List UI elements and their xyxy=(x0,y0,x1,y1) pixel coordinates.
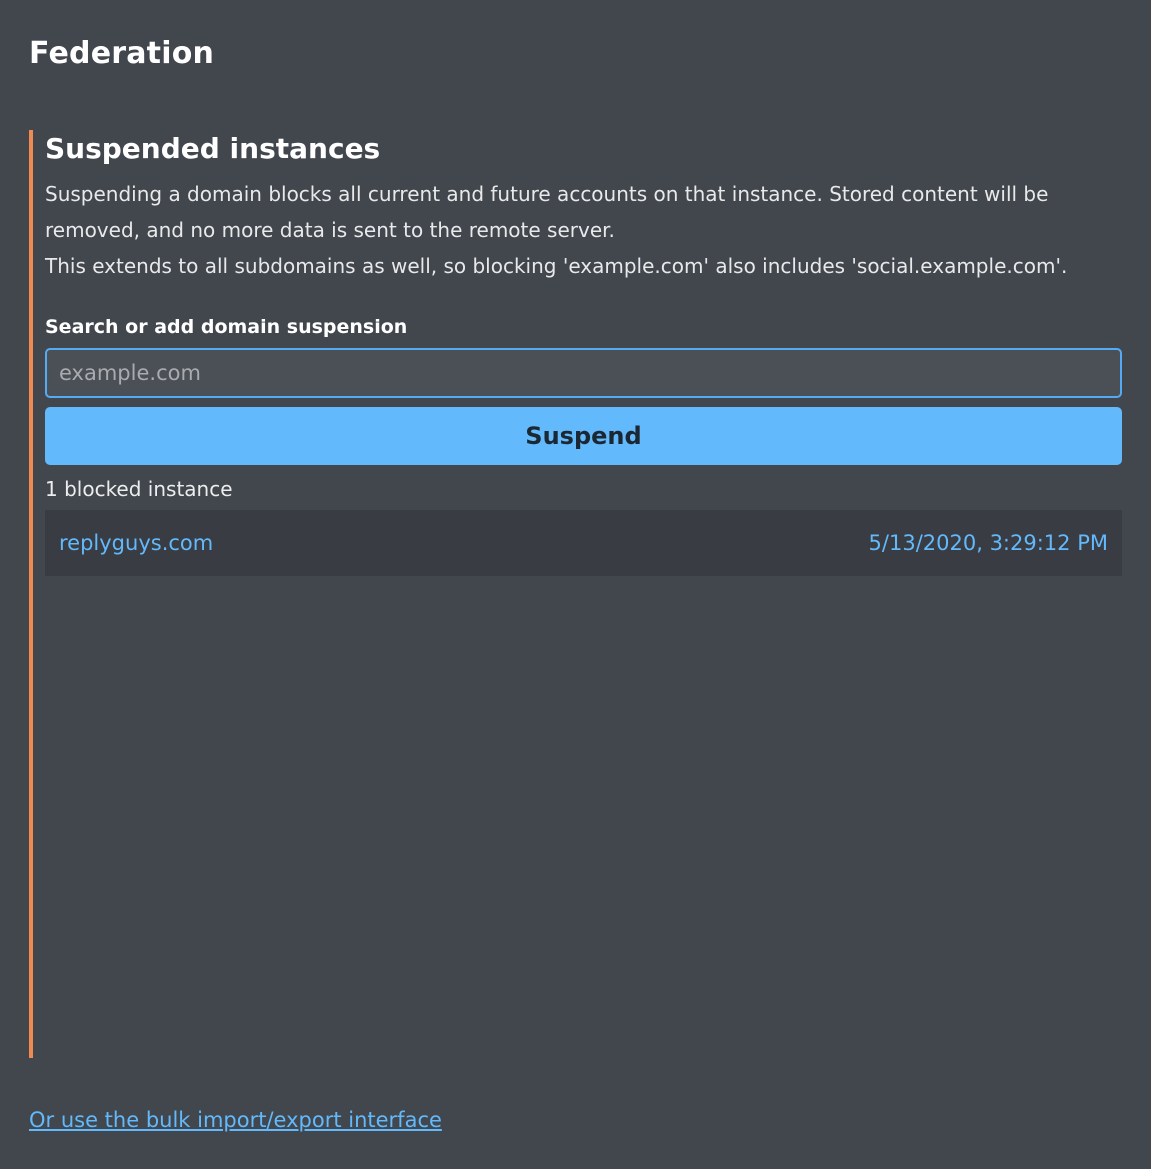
section-description-line1: Suspending a domain blocks all current and future accounts on that instance. Stored content will be removed, and no more data is sent to the remote server. xyxy=(45,182,1049,242)
table-row[interactable] xyxy=(45,510,1122,576)
page-title: Federation xyxy=(29,36,215,71)
section-description xyxy=(45,176,1115,284)
section-title: Suspended instances xyxy=(45,132,381,165)
blocked-instance-count: 1 blocked instance xyxy=(45,477,233,501)
suspend-button[interactable]: Suspend xyxy=(45,407,1122,465)
search-input[interactable] xyxy=(45,348,1122,398)
blocked-instance-list xyxy=(45,510,1122,576)
instance-domain[interactable]: replyguys.com xyxy=(59,531,214,555)
bulk-import-export-link[interactable]: Or use the bulk import/export interface xyxy=(29,1108,442,1132)
suspended-instances-section xyxy=(29,130,1151,1058)
instance-date: 5/13/2020, 3:29:12 PM xyxy=(868,531,1108,555)
section-description-line2: This extends to all subdomains as well, so blocking 'example.com' also includes 'social.example.com'. xyxy=(45,254,1068,278)
search-field-label: Search or add domain suspension xyxy=(45,316,408,338)
